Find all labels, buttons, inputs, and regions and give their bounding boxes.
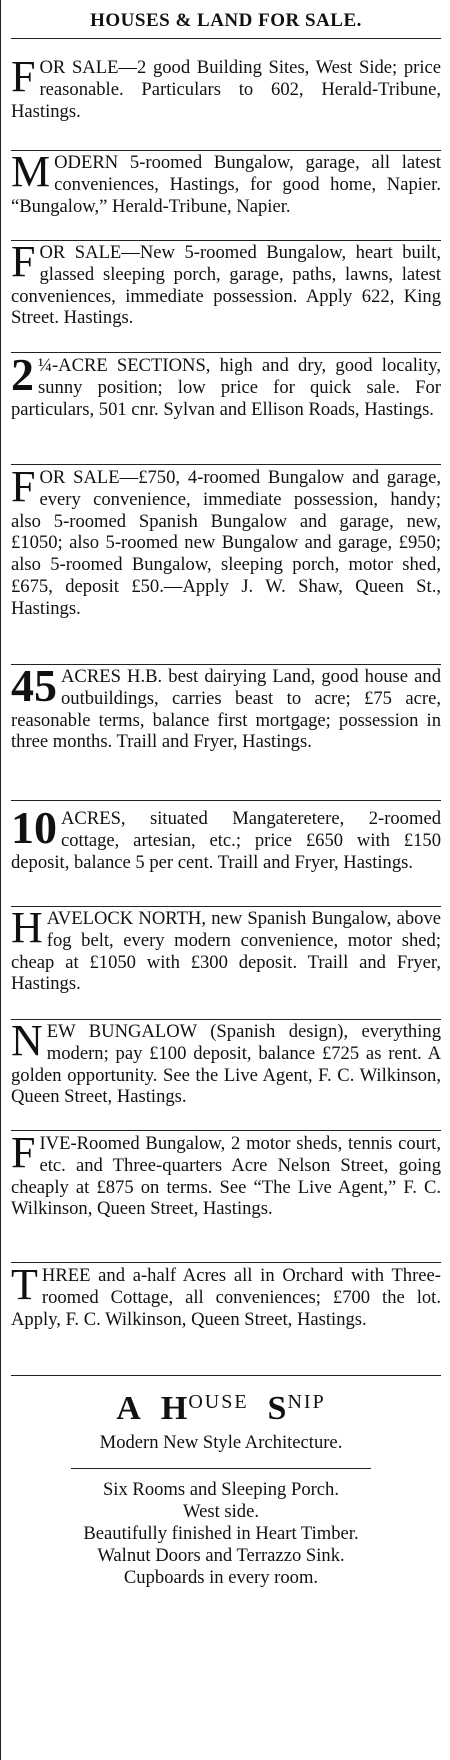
classified-ad-acre-sections	[11, 349, 441, 420]
ad-text: ¼-ACRE SECTIONS, high and dry, good locality, sunny position; low price for quick sale. For particulars, 501 cnr. Sylvan and Ellison Roads, Hastings.	[11, 355, 441, 420]
classified-ad-havelock-north	[11, 903, 441, 995]
section-divider	[11, 38, 441, 39]
display-ad-line: Cupboards in every room.	[123, 1567, 319, 1588]
classified-ad-10-acres	[11, 802, 441, 873]
ad-divider	[11, 800, 441, 801]
display-ad-line: Six Rooms and Sleeping Porch.	[102, 1479, 340, 1500]
drop-cap: 45	[11, 660, 57, 711]
ad-divider	[11, 1262, 441, 1263]
display-ad-line: West side.	[183, 1501, 259, 1522]
classified-ad-shaw-bungalows	[11, 462, 441, 620]
ad-text: ODERN 5-roomed Bungalow, garage, all latest conveniences, Hastings, for good home, Napier. “Bungalow,” Herald-Tribune, Napier.	[11, 152, 441, 217]
classified-ad-modern-bungalow	[11, 147, 441, 217]
ad-divider	[11, 1375, 441, 1376]
display-ad-title: A $H^{OUSE}$ $S^{NIP}$	[116, 1390, 326, 1427]
display-ad-subtitle: Modern New Style Architecture.	[99, 1432, 343, 1453]
ad-text: HREE and a-half Acres all in Orchard with Three-roomed Cottage, all conveniences; £700 the lot. Apply, F. C. Wilkinson, Queen Street, Hastings.	[11, 1265, 441, 1330]
drop-cap: M	[11, 147, 51, 196]
drop-cap: T	[11, 1260, 38, 1309]
drop-cap: 10	[11, 802, 57, 853]
ad-text: EW BUNGALOW (Spanish design), everything modern; pay £100 deposit, balance £725 as rent. A golden opportunity. See the Live Agent, F. C. Wilkinson, Queen Street, Hastings.	[11, 1021, 441, 1108]
display-ad-divider	[71, 1468, 371, 1469]
drop-cap: H	[11, 903, 43, 952]
classified-ad-building-sites	[11, 52, 441, 122]
ad-divider	[11, 352, 441, 353]
classified-ad-five-roomed-bungalow	[11, 1128, 441, 1220]
section-heading: HOUSES & LAND FOR SALE.	[90, 10, 362, 31]
classified-ad-45-acres	[11, 660, 441, 753]
ad-text: OR SALE—£750, 4-roomed Bungalow and garage, every convenience, immediate possession, handy; also 5-roomed Spanish Bungalow and garage, new, £1050; also 5-roomed new Bungalow and garage, £950; also 5-roomed Bungalow, sleeping porch, motor shed, £675, deposit £50.—Apply J. W. Shaw, Queen St., Hastings.	[11, 467, 441, 619]
ad-text: OR SALE—2 good Building Sites, West Side; price reasonable. Particulars to 602, Herald-Tribune, Hastings.	[11, 57, 441, 122]
classified-ad-new-bungalow-king-street	[11, 237, 441, 329]
ad-divider	[11, 664, 441, 665]
drop-cap: F	[11, 52, 36, 101]
ad-divider	[11, 240, 441, 241]
ad-divider	[11, 1130, 441, 1131]
display-ad-line: Beautifully finished in Heart Timber.	[83, 1523, 359, 1544]
drop-cap: 2	[11, 349, 34, 400]
drop-cap: N	[11, 1016, 43, 1065]
ad-text: ACRES H.B. best dairying Land, good house and outbuildings, carries beast to acre; £75 acre, reasonable terms, balance first mortgage; possession in three months. Traill and Fryer, Hastings.	[11, 666, 441, 753]
classified-ad-orchard	[11, 1260, 441, 1330]
ad-divider	[11, 1019, 441, 1020]
display-ad-house-snip	[1, 1390, 441, 1589]
classified-ad-spanish-bungalow	[11, 1016, 441, 1108]
drop-cap: F	[11, 237, 36, 286]
ad-divider	[11, 150, 441, 151]
drop-cap: F	[11, 1128, 36, 1177]
ad-text: AVELOCK NORTH, new Spanish Bungalow, above fog belt, every modern convenience, motor shed; cheap at £1050 with £300 deposit. Traill and Fryer, Hastings.	[11, 908, 441, 995]
display-ad-line: Walnut Doors and Terrazzo Sink.	[97, 1545, 345, 1566]
ad-text: IVE-Roomed Bungalow, 2 motor sheds, tennis court, etc. and Three-quarters Acre Nelson Street, going cheaply at £875 on terms. See “The Live Agent,” F. C. Wilkinson, Queen Street, Hastings.	[11, 1133, 441, 1220]
ad-text: OR SALE—New 5-roomed Bungalow, heart built, glassed sleeping porch, garage, paths, lawns, latest conveniences, immediate possession. Apply 622, King Street. Hastings.	[11, 242, 441, 329]
drop-cap: F	[11, 462, 36, 511]
ad-divider	[11, 464, 441, 465]
ad-text: ACRES, situated Mangateretere, 2-roomed cottage, artesian, etc.; price £650 with £150 deposit, balance 5 per cent. Traill and Fryer, Hastings.	[11, 808, 441, 873]
ad-divider	[11, 906, 441, 907]
